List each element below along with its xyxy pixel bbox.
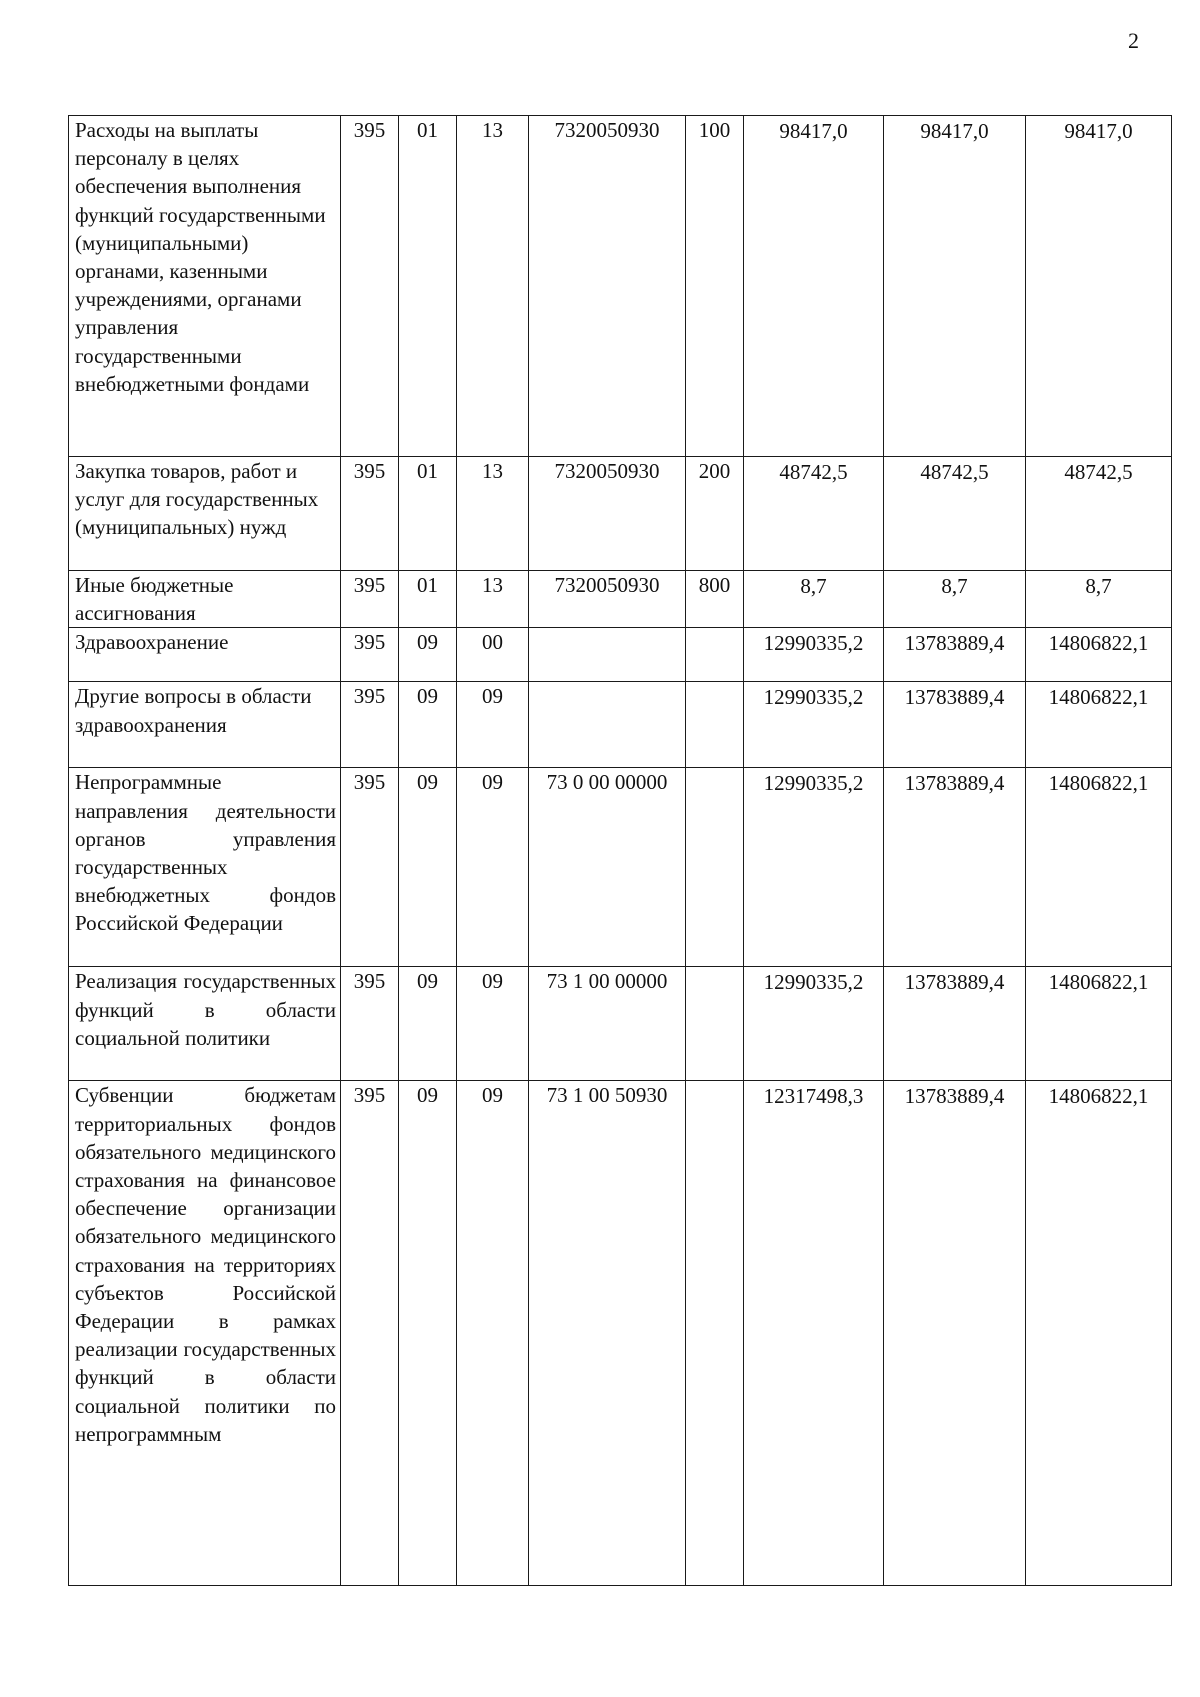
grbs-cell: 395 (341, 682, 399, 768)
row-name: Другие вопросы в области здравоохранения (69, 682, 341, 768)
grbs-cell: 395 (341, 768, 399, 967)
budget-table (68, 115, 1172, 1586)
grbs-cell: 395 (341, 967, 399, 1081)
grbs-cell: 395 (341, 571, 399, 628)
amount-year1-cell: 98417,0 (744, 116, 884, 457)
amount-year2-cell: 48742,5 (884, 457, 1026, 571)
amount-year2-cell: 8,7 (884, 571, 1026, 628)
target-article-cell: 73 1 00 50930 (529, 1081, 686, 1586)
row-name: Непрограммные направления деятельности органов управления государственных внебюджетных фондов Российской Федерации (69, 768, 341, 967)
expense-type-cell: 100 (686, 116, 744, 457)
expense-type-cell (686, 967, 744, 1081)
expense-type-cell (686, 768, 744, 967)
expense-type-cell: 800 (686, 571, 744, 628)
amount-year1-cell: 8,7 (744, 571, 884, 628)
section-cell: 09 (399, 628, 457, 682)
table-row (69, 768, 1172, 967)
section-cell: 01 (399, 457, 457, 571)
amount-year3-cell: 14806822,1 (1026, 1081, 1172, 1586)
amount-year2-cell: 13783889,4 (884, 967, 1026, 1081)
amount-year2-cell: 13783889,4 (884, 768, 1026, 967)
section-cell: 09 (399, 967, 457, 1081)
row-name: Расходы на выплаты персоналу в целях обеспечения выполнения функций государственными (муниципальными) органами, казенными учреждениями, органами управления государственными внебюджетными фондами (69, 116, 341, 457)
amount-year1-cell: 48742,5 (744, 457, 884, 571)
amount-year3-cell: 48742,5 (1026, 457, 1172, 571)
amount-year2-cell: 13783889,4 (884, 628, 1026, 682)
table-row (69, 682, 1172, 768)
page-number: 2 (1128, 28, 1139, 53)
subsection-cell: 13 (457, 571, 529, 628)
subsection-cell: 09 (457, 967, 529, 1081)
amount-year3-cell: 14806822,1 (1026, 768, 1172, 967)
row-name: Субвенции бюджетам территориальных фондов обязательного медицинского страхования на финансовое обеспечение организации обязательного медицинского страхования на территориях субъектов Российской Федерации в рамках реализации государственных функций в области социальной политики по непрограммным (69, 1081, 341, 1586)
target-article-cell: 73 1 00 00000 (529, 967, 686, 1081)
target-article-cell (529, 628, 686, 682)
amount-year2-cell: 13783889,4 (884, 682, 1026, 768)
amount-year1-cell: 12990335,2 (744, 682, 884, 768)
amount-year2-cell: 13783889,4 (884, 1081, 1026, 1586)
row-name: Иные бюджетные ассигнования (69, 571, 341, 628)
table-row (69, 116, 1172, 457)
target-article-cell: 7320050930 (529, 457, 686, 571)
amount-year3-cell: 14806822,1 (1026, 682, 1172, 768)
expense-type-cell (686, 628, 744, 682)
subsection-cell: 13 (457, 457, 529, 571)
grbs-cell: 395 (341, 457, 399, 571)
amount-year3-cell: 14806822,1 (1026, 628, 1172, 682)
target-article-cell (529, 682, 686, 768)
amount-year3-cell: 8,7 (1026, 571, 1172, 628)
row-name: Реализация государственных функций в области социальной политики (69, 967, 341, 1081)
expense-type-cell: 200 (686, 457, 744, 571)
target-article-cell: 73 0 00 00000 (529, 768, 686, 967)
grbs-cell: 395 (341, 628, 399, 682)
subsection-cell: 09 (457, 768, 529, 967)
amount-year2-cell: 98417,0 (884, 116, 1026, 457)
subsection-cell: 09 (457, 1081, 529, 1586)
target-article-cell: 7320050930 (529, 116, 686, 457)
grbs-cell: 395 (341, 1081, 399, 1586)
subsection-cell: 00 (457, 628, 529, 682)
expense-type-cell (686, 682, 744, 768)
amount-year3-cell: 98417,0 (1026, 116, 1172, 457)
table-row (69, 628, 1172, 682)
grbs-cell: 395 (341, 116, 399, 457)
subsection-cell: 09 (457, 682, 529, 768)
expense-type-cell (686, 1081, 744, 1586)
section-cell: 09 (399, 768, 457, 967)
amount-year3-cell: 14806822,1 (1026, 967, 1172, 1081)
table-row (69, 967, 1172, 1081)
section-cell: 01 (399, 571, 457, 628)
table-row (69, 571, 1172, 628)
amount-year1-cell: 12990335,2 (744, 628, 884, 682)
table-row (69, 1081, 1172, 1586)
amount-year1-cell: 12990335,2 (744, 768, 884, 967)
section-cell: 01 (399, 116, 457, 457)
section-cell: 09 (399, 682, 457, 768)
target-article-cell: 7320050930 (529, 571, 686, 628)
row-name: Здравоохранение (69, 628, 341, 682)
amount-year1-cell: 12317498,3 (744, 1081, 884, 1586)
amount-year1-cell: 12990335,2 (744, 967, 884, 1081)
section-cell: 09 (399, 1081, 457, 1586)
row-name: Закупка товаров, работ и услуг для государственных (муниципальных) нужд (69, 457, 341, 571)
table-row (69, 457, 1172, 571)
subsection-cell: 13 (457, 116, 529, 457)
